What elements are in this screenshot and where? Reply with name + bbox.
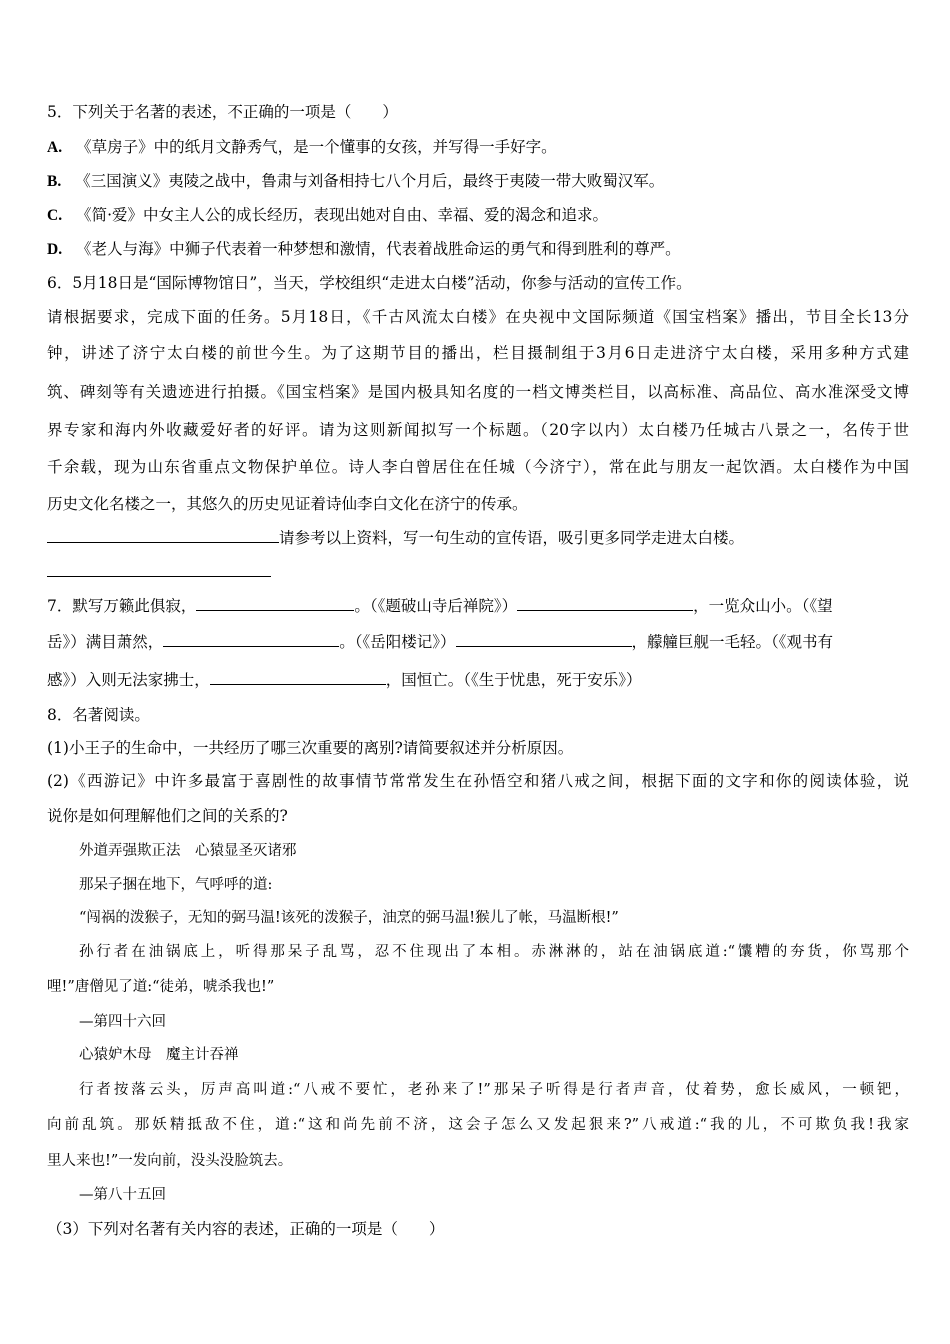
excerpt1-source: —第四十六回	[79, 1014, 166, 1030]
q5-option-d	[47, 239, 909, 260]
option-label: C.	[47, 207, 63, 224]
q7-text: 7．默写万籁此俱寂，	[47, 597, 197, 615]
q5-option-a	[47, 137, 909, 158]
excerpt1-line: “闯祸的泼猴子，无知的弼马温!该死的泼猴子，油烹的弼马温!猴儿了帐，马温断根!”	[79, 910, 619, 926]
excerpt2-source: —第八十五回	[79, 1187, 166, 1203]
q8-sub2: (2)《西游记》中许多最富于喜剧性的故事情节常常发生在孙悟空和猪八戒之间，根据下面的文字和你的阅读体验，说	[47, 772, 909, 790]
answer-blank[interactable]	[163, 632, 339, 647]
option-text: 《三国演义》夷陵之战中，鲁肃与刘备相持七八个月后，最终于夷陵一带大败蜀汉军。	[75, 172, 665, 190]
excerpt1-title: 外道弄强欺正法 心猿显圣灭诸邪	[79, 843, 297, 859]
answer-blank[interactable]	[47, 528, 279, 543]
q8-sub3: （3）下列对名著有关内容的表述，正确的一项是（ ）	[47, 1220, 445, 1238]
option-text: 《简·爱》中女主人公的成长经历，表现出她对自由、幸福、爱的渴念和追求。	[76, 206, 609, 224]
option-label: D.	[47, 241, 63, 258]
excerpt2-line: 向前乱筑。那妖精抵敌不住，道:“这和尚先前不济，这会子怎么又发起狠来?”八戒道:“我的儿，不可欺负我!我家	[47, 1117, 909, 1133]
q6-stem: 6．5月18日是“国际博物馆日”，当天，学校组织“走进太白楼”活动，你参与活动的宣传工作。	[47, 274, 692, 292]
option-text: 《老人与海》中狮子代表着一种梦想和激情，代表着战胜命运的勇气和得到胜利的尊严。	[76, 240, 681, 258]
q5-option-b	[47, 171, 909, 192]
q6-answer-line	[47, 562, 909, 582]
answer-blank[interactable]	[210, 670, 386, 685]
answer-blank[interactable]	[517, 596, 693, 611]
q7-line-2	[47, 632, 909, 652]
excerpt1-line: 孙行者在油锅底上，听得那呆子乱骂，忍不住现出了本相。赤淋淋的，站在油锅底道:“馕糟的夯货，你骂那个	[79, 944, 909, 960]
q7-line-3	[47, 670, 909, 690]
answer-blank[interactable]	[196, 596, 354, 611]
q7-line-1	[47, 596, 909, 616]
q6-task: 请参考以上资料，写一句生动的宣传语，吸引更多同学走进太白楼。	[279, 529, 745, 547]
excerpt2-line: 行者按落云头，厉声高叫道:“八戒不要忙，老孙来了!”那呆子听得是行者声音，仗着势，愈长威风，一顿钯，	[79, 1082, 909, 1098]
q7-text: 感》）入则无法家拂士，	[47, 671, 210, 689]
q6-paragraph-line: 界专家和海内外收藏爱好者的好评。请为这则新闻拟写一个标题。（20字以内）太白楼乃任城古八景之一，名传于世	[47, 421, 909, 439]
q8-stem: 8．名著阅读。	[47, 706, 150, 724]
q8-sub2-cont: 说你是如何理解他们之间的关系的?	[47, 807, 288, 825]
q7-text: 岳》）满目萧然，	[47, 633, 164, 651]
answer-blank[interactable]	[47, 562, 271, 577]
excerpt1-line: 哩!”唐僧见了道:“徒弟，唬杀我也!”	[47, 979, 275, 995]
q6-task-line	[47, 528, 909, 548]
q5-stem: 5．下列关于名著的表述，不正确的一项是（ ）	[47, 103, 398, 121]
excerpt2-title: 心猿妒木母 魔主计吞禅	[79, 1047, 239, 1063]
q5-option-c	[47, 205, 909, 226]
q7-text: ，一览众山小。（《望	[693, 597, 833, 615]
q6-paragraph-line: 筑、碑刻等有关遗迹进行拍摄。《国宝档案》是国内极具知名度的一档文博类栏目，以高标准、高品位、高水准深受文博	[47, 383, 909, 401]
option-label: B.	[47, 173, 62, 190]
q6-paragraph-line: 千余载，现为山东省重点文物保护单位。诗人李白曾居住在任城（今济宁），常在此与朋友一起饮酒。太白楼作为中国	[47, 458, 909, 476]
q8-sub1: (1)小王子的生命中，一共经历了哪三次重要的离别?请简要叙述并分析原因。	[47, 739, 574, 757]
q7-text: ，艨艟巨舰一毛轻。（《观书有	[631, 633, 834, 651]
q6-paragraph-line: 历史文化名楼之一，其悠久的历史见证着诗仙李白文化在济宁的传承。	[47, 495, 528, 513]
excerpt2-line: 里人来也!”一发向前，没头没脸筑去。	[47, 1153, 293, 1169]
q7-text: 。（《题破山寺后禅院》）	[354, 597, 518, 615]
excerpt1-line: 那呆子捆在地下，气呼呼的道:	[79, 877, 273, 893]
answer-blank[interactable]	[456, 632, 632, 647]
q7-text: 。（《岳阳楼记》）	[339, 633, 456, 651]
q6-paragraph-line: 请根据要求，完成下面的任务。5月18日，《千古风流太白楼》在央视中文国际频道《国宝档案》播出，节目全长13分	[47, 308, 909, 326]
q6-paragraph-line: 钟，讲述了济宁太白楼的前世今生。为了这期节目的播出，栏目摄制组于3月6日走进济宁太白楼，采用多种方式建	[47, 344, 909, 362]
option-text: 《草房子》中的纸月文静秀气，是一个懂事的女孩，并写得一手好字。	[76, 138, 557, 156]
q7-text: ，国恒亡。（《生于忧患，死于安乐》）	[385, 671, 642, 689]
option-label: A.	[47, 139, 63, 156]
